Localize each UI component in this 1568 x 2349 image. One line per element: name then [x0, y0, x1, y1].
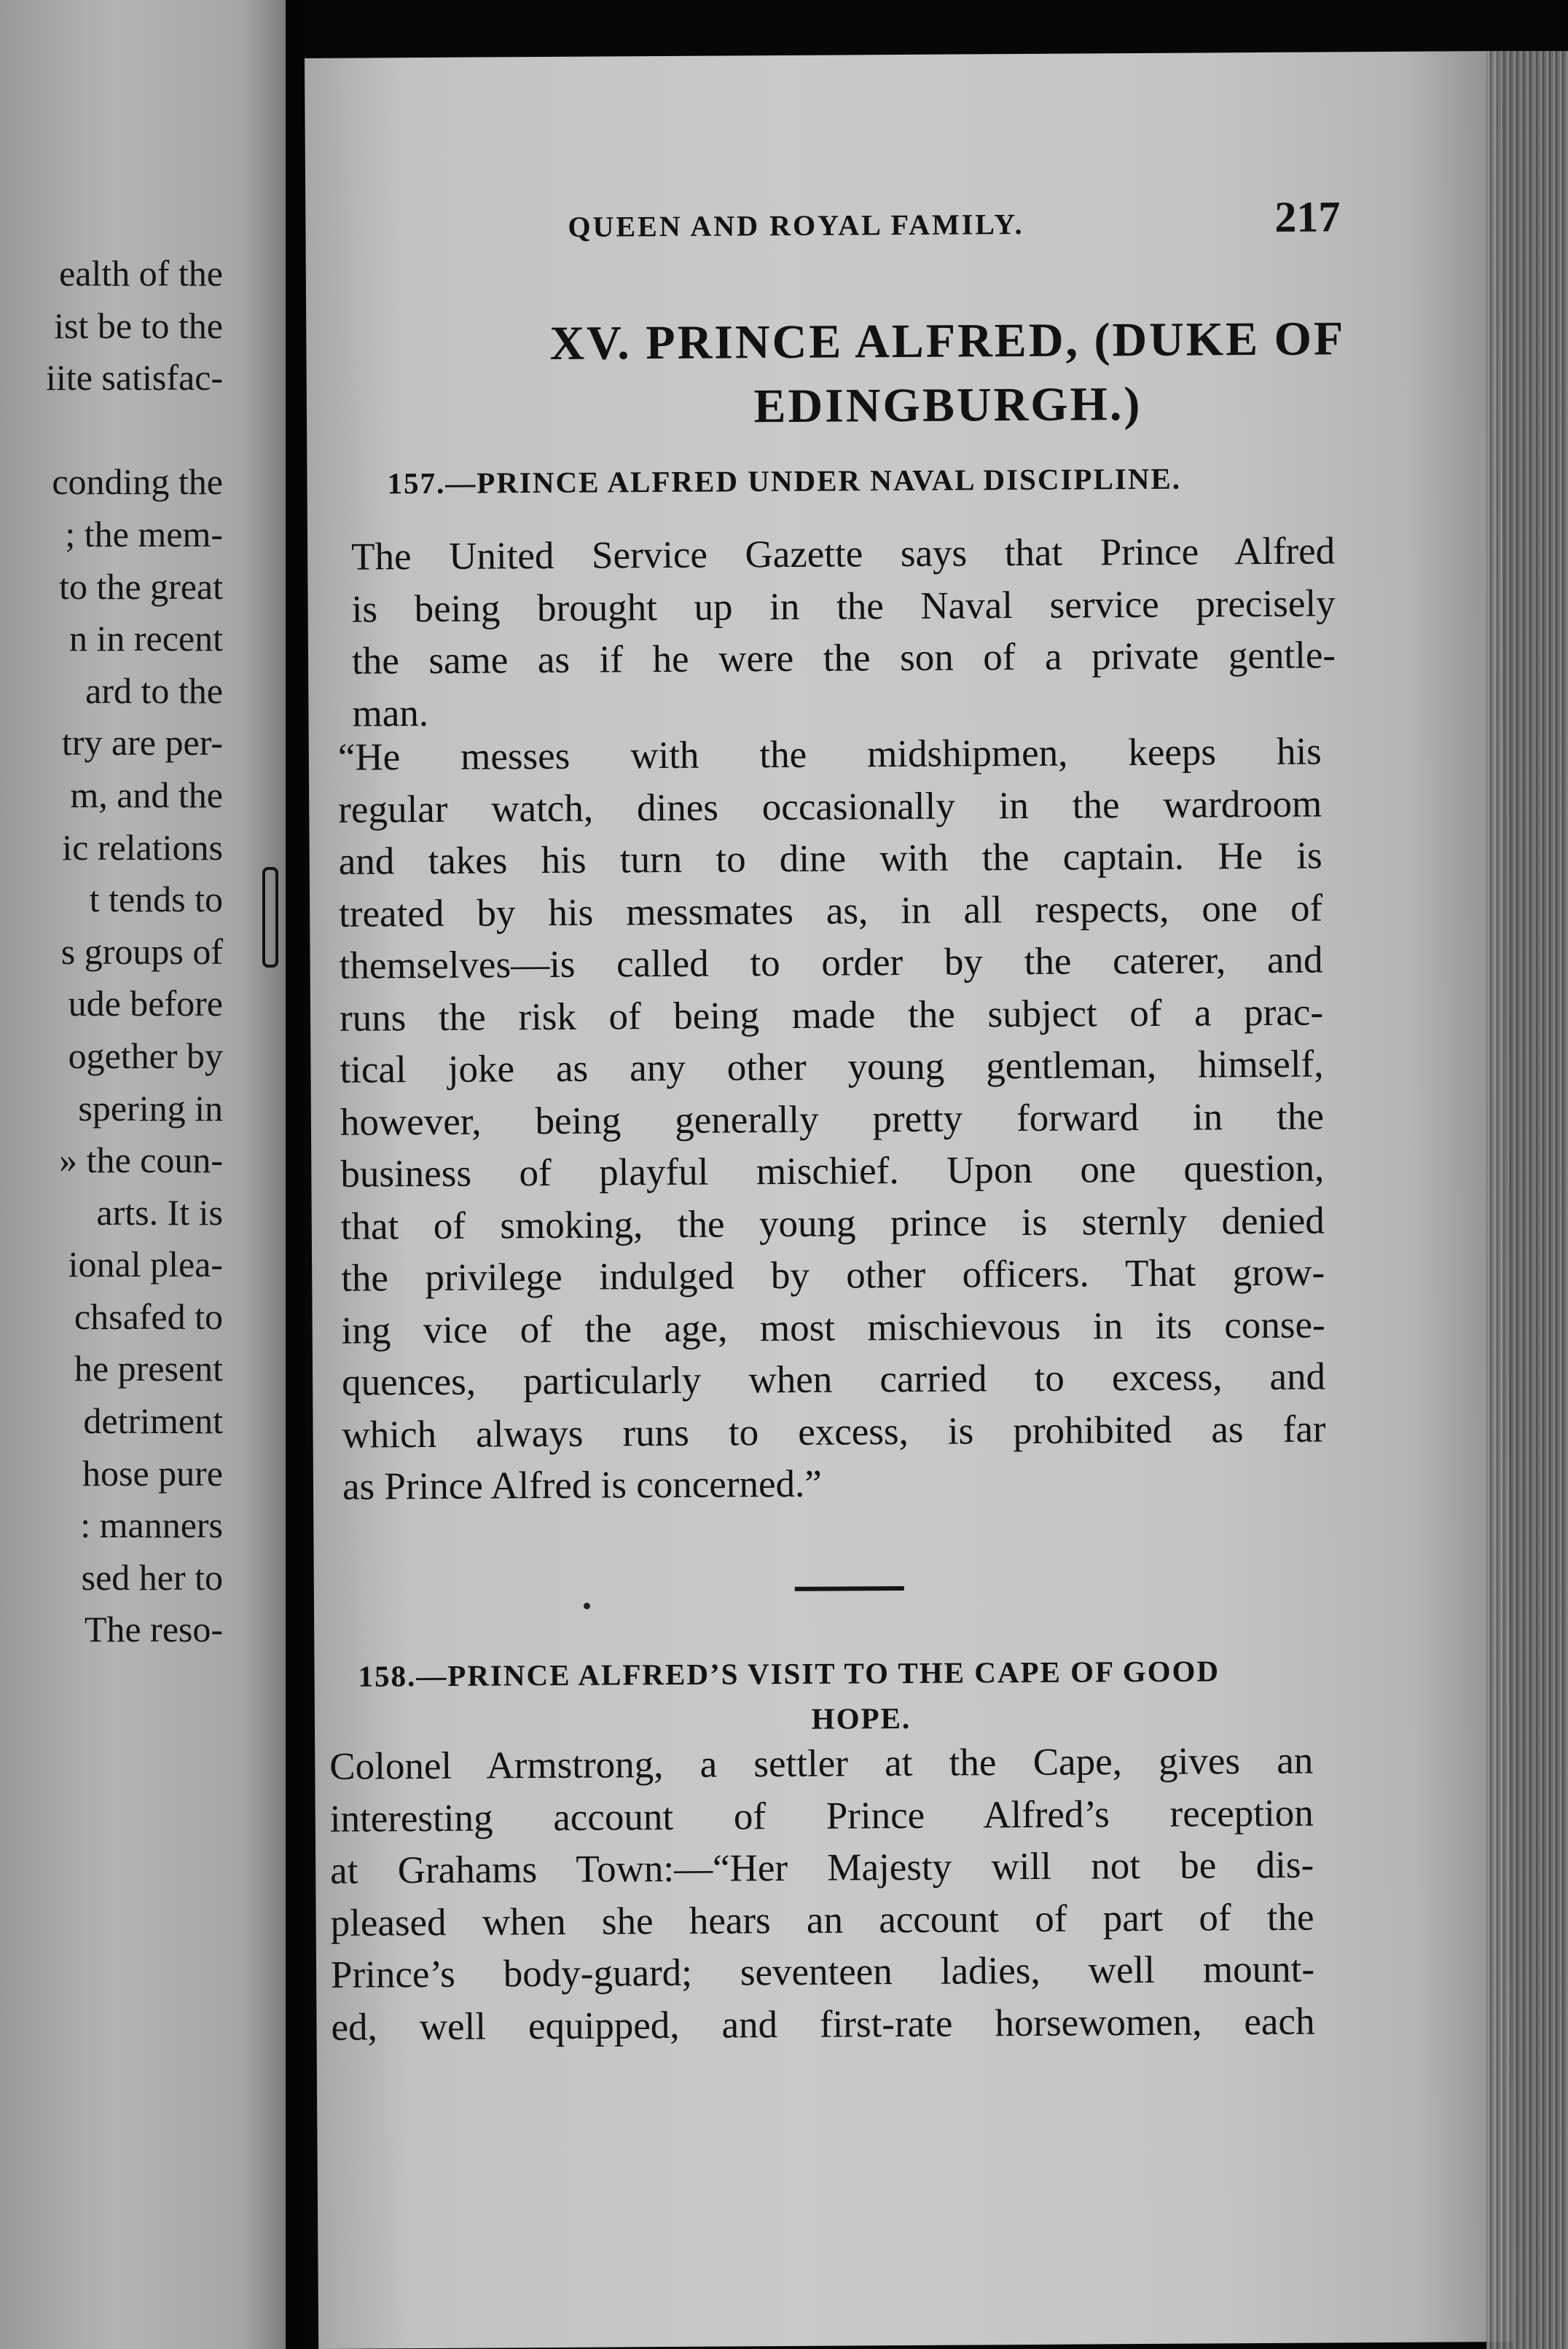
section-heading-line: 158.—PRINCE ALFRED’S VISIT TO THE CAPE OF GOOD — [358, 1654, 1220, 1693]
section-heading-158 — [358, 1647, 1393, 1744]
text-line: interesting account of Prince Alfred’s reception — [329, 1792, 1314, 1840]
section-divider-rule — [795, 1586, 904, 1591]
left-line: conding the — [52, 461, 223, 503]
page-number: 217 — [1274, 192, 1341, 241]
left-line: ude before — [68, 983, 223, 1024]
left-line: arts. It is — [96, 1191, 223, 1233]
main-page — [305, 51, 1513, 2349]
left-line: ional plea- — [68, 1244, 223, 1285]
left-line: ard to the — [85, 670, 223, 711]
text-line: the privilege indulged by other officers. That grow- — [341, 1251, 1325, 1300]
paragraph-158 — [329, 1736, 1315, 2054]
text-line: that of smoking, the young prince is sternly denied — [340, 1199, 1325, 1248]
text-line: runs the risk of being made the subject of a prac- — [339, 990, 1324, 1040]
chapter-title-line: XV. PRINCE ALFRED, (DUKE OF — [549, 312, 1346, 370]
text-line: however, being generally pretty forward in the — [340, 1094, 1325, 1144]
text-line: quences, particularly when carried to excess, and — [341, 1355, 1326, 1404]
text-line: The United Service Gazette says that Prince Alfred — [351, 530, 1336, 579]
text-line: business of playful mischief. Upon one question, — [340, 1147, 1325, 1196]
left-line: ogether by — [68, 1035, 223, 1076]
ink-speck — [584, 1603, 590, 1609]
left-line: try are per- — [61, 722, 223, 764]
left-line: he present — [74, 1348, 223, 1389]
left-line: sed her to — [81, 1556, 223, 1598]
left-line: ; the mem- — [65, 513, 223, 554]
text-line: pleased when she hears an account of part of the — [330, 1896, 1314, 1945]
left-line: ist be to the — [54, 305, 223, 346]
text-line: as Prince Alfred is concerned.” — [342, 1462, 822, 1508]
left-line: spering in — [78, 1087, 223, 1129]
left-line: hose pure — [82, 1452, 223, 1494]
left-line: ic relations — [62, 826, 223, 868]
text-line: treated by his messmates as, in all respects, one of — [338, 886, 1323, 936]
section-heading-157: 157.—PRINCE ALFRED UNDER NAVAL DISCIPLINE. — [387, 461, 1182, 501]
left-line: The reso- — [84, 1609, 223, 1650]
text-line: ing vice of the age, most mischievous in its conse- — [341, 1303, 1325, 1352]
text-line: Colonel Armstrong, a settler at the Cape, gives an — [329, 1739, 1314, 1788]
left-line: iite satisfac- — [46, 357, 223, 399]
left-page-text — [0, 248, 223, 1656]
chapter-title — [430, 306, 1465, 441]
left-line: ealth of the — [59, 253, 223, 294]
left-line: chsafed to — [74, 1295, 223, 1337]
left-line: t tends to — [89, 879, 223, 920]
left-line: to the great — [59, 565, 223, 607]
left-line — [0, 404, 223, 457]
left-line: : manners — [80, 1505, 223, 1546]
section-heading-line: HOPE. — [811, 1701, 912, 1736]
text-line: man. — [352, 691, 429, 735]
left-line: detriment — [83, 1400, 223, 1442]
left-line: n in recent — [68, 618, 223, 659]
chapter-title-line: EDINGBURGH.) — [753, 377, 1142, 434]
text-line: regular watch, dines occasionally in the wardroom — [338, 782, 1322, 831]
text-line: and takes his turn to dine with the captain. He is — [338, 834, 1322, 883]
left-facing-page — [0, 0, 286, 2349]
text-line: at Grahams Town:—“Her Majesty will not be dis- — [330, 1843, 1314, 1892]
text-line: themselves—is called to order by the caterer, and — [339, 938, 1323, 987]
text-line: the same as if he were the son of a private gentle- — [351, 634, 1336, 683]
paragraph-157-intro — [351, 525, 1336, 740]
text-line: Prince’s body-guard; seventeen ladies, well mount- — [330, 1948, 1315, 1996]
text-line: “He messes with the midshipmen, keeps his — [337, 730, 1322, 779]
text-line: tical joke as any other young gentleman, himself, — [340, 1043, 1324, 1091]
paragraph-157-quote — [338, 726, 1327, 1513]
text-line: is being brought up in the Naval service precisely — [351, 581, 1336, 631]
running-head: QUEEN AND ROYAL FAMILY. — [568, 207, 1024, 243]
left-line: m, and the — [70, 774, 223, 815]
page-stack-edges — [1486, 51, 1568, 2349]
text-line: which always runs to excess, is prohibited as far — [342, 1407, 1326, 1456]
book-gutter — [286, 0, 305, 2349]
page-curl-mark — [262, 867, 278, 968]
left-line: s groups of — [60, 930, 223, 972]
text-line: ed, well equipped, and first-rate horsewomen, each — [331, 2000, 1315, 2049]
left-line: » the coun- — [59, 1140, 223, 1181]
